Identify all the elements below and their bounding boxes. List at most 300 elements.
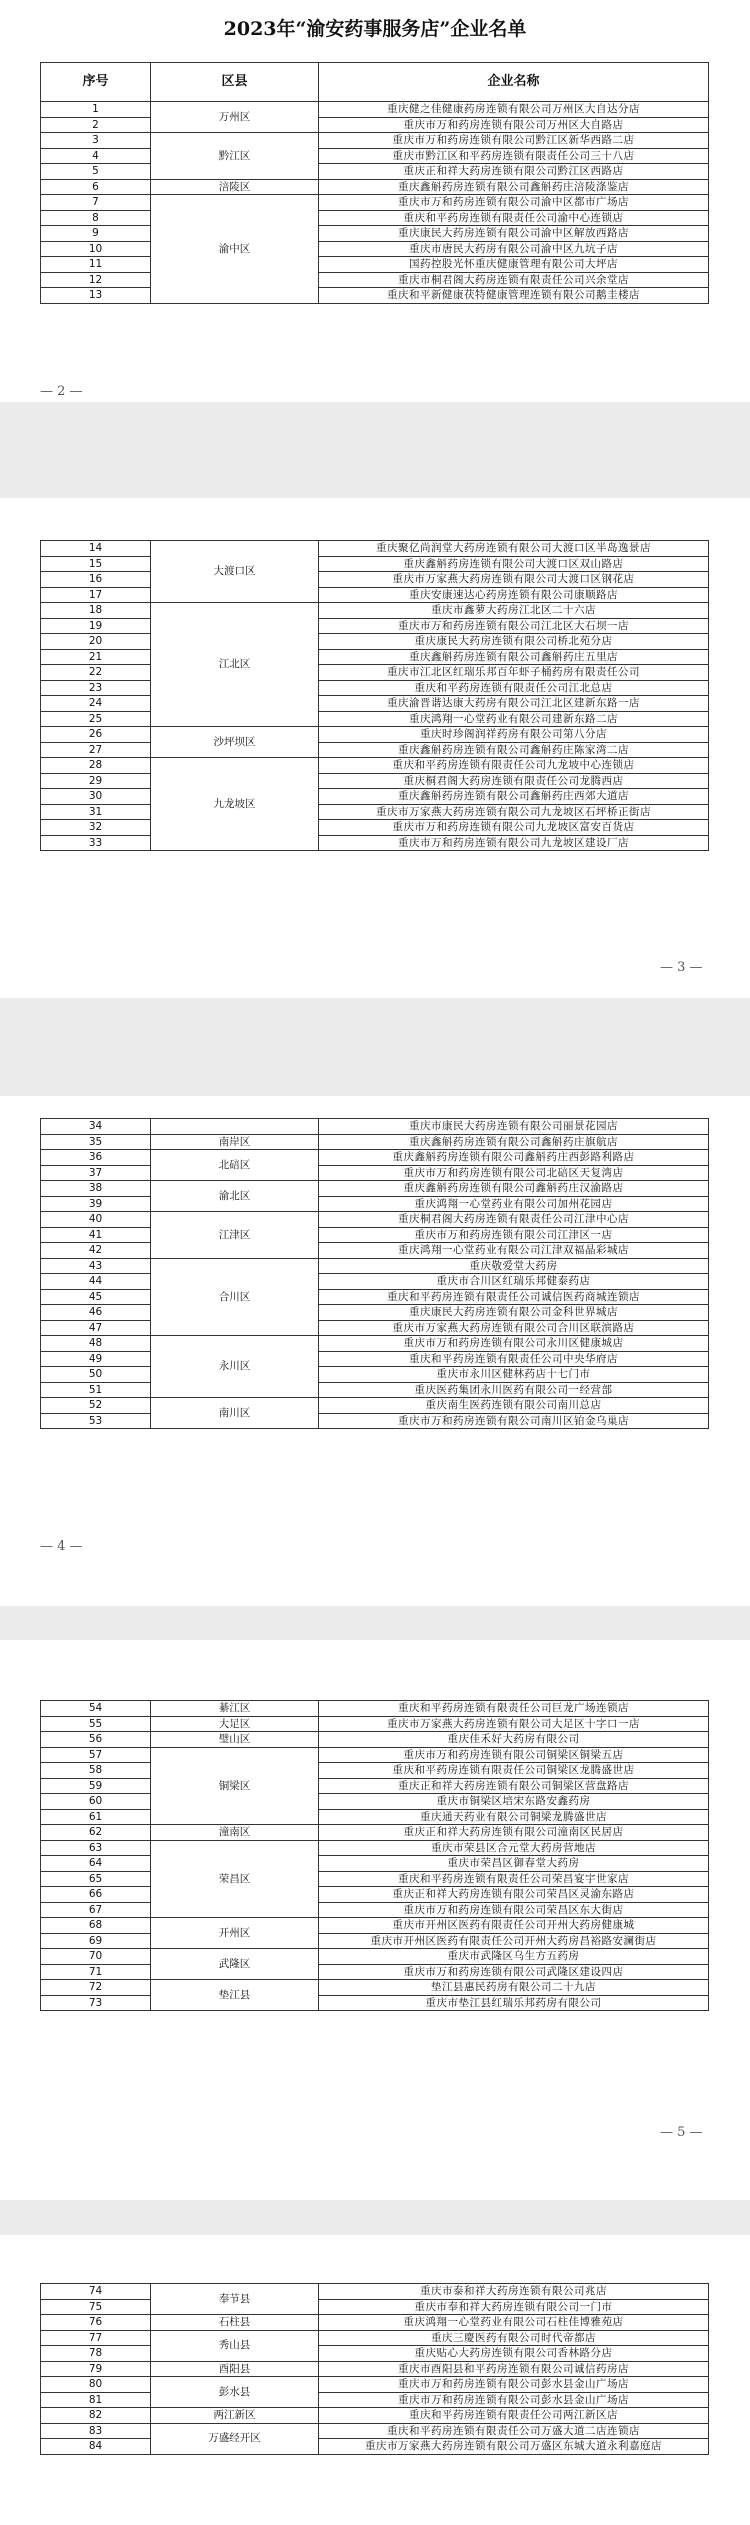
table-row <box>41 649 709 665</box>
row-number: 13 <box>41 288 151 304</box>
enterprise-name: 重庆市开州区医药有限责任公司开州大药房健康城 <box>319 1918 709 1934</box>
enterprise-name: 重庆市荣昌区御春堂大药房 <box>319 1856 709 1872</box>
district-cell: 渝中区 <box>151 195 319 304</box>
row-number: 82 <box>41 2408 151 2424</box>
table-row <box>41 2315 709 2331</box>
district-cell: 彭水县 <box>151 2377 319 2408</box>
table-row <box>41 164 709 180</box>
table-row <box>41 1150 709 1166</box>
district-cell: 綦江区 <box>151 1701 319 1717</box>
row-number: 52 <box>41 1398 151 1414</box>
row-number: 9 <box>41 226 151 242</box>
row-number: 6 <box>41 179 151 195</box>
enterprise-name: 重庆市武隆区乌生方五药房 <box>319 1949 709 1965</box>
header-name: 企业名称 <box>319 63 709 102</box>
row-number: 19 <box>41 618 151 634</box>
table-row <box>41 2423 709 2439</box>
enterprise-table-page-2 <box>40 540 709 851</box>
row-number: 61 <box>41 1809 151 1825</box>
enterprise-name: 重庆鸿翔一心堂药业有限公司加州花园店 <box>319 1196 709 1212</box>
table-row <box>41 1382 709 1398</box>
district-cell: 黔江区 <box>151 133 319 180</box>
row-number: 73 <box>41 1995 151 2011</box>
table-row <box>41 1196 709 1212</box>
enterprise-name: 重庆鑫斛药房连锁有限公司鑫斛药庄西彭路利路店 <box>319 1150 709 1166</box>
table-row <box>41 257 709 273</box>
table-row <box>41 1258 709 1274</box>
table-row <box>41 1840 709 1856</box>
enterprise-name: 重庆和平药房连锁有限责任公司中央华府店 <box>319 1351 709 1367</box>
table-row <box>41 179 709 195</box>
table-header-row <box>41 63 709 102</box>
table-row <box>41 2361 709 2377</box>
enterprise-name: 重庆市万和药房连锁有限公司北碚区天复湾店 <box>319 1165 709 1181</box>
row-number: 7 <box>41 195 151 211</box>
table-row <box>41 2377 709 2393</box>
table-row <box>41 618 709 634</box>
table-row <box>41 1933 709 1949</box>
enterprise-name: 重庆市开州区医药有限责任公司开州大药房昌裕路安澜街店 <box>319 1933 709 1949</box>
enterprise-name: 重庆三慶医药有限公司时代帝都店 <box>319 2330 709 2346</box>
table-row <box>41 680 709 696</box>
table-row <box>41 541 709 557</box>
enterprise-name: 重庆渝晋谐达康大药房有限公司江北区建新东路一店 <box>319 696 709 712</box>
enterprise-name: 重庆聚亿尚润堂大药房连锁有限公司大渡口区半岛逸景店 <box>319 541 709 557</box>
table-row <box>41 195 709 211</box>
table-row <box>41 1887 709 1903</box>
table-row <box>41 1701 709 1717</box>
table-row <box>41 665 709 681</box>
enterprise-name: 国药控股光怀重庆健康管理有限公司大坪店 <box>319 257 709 273</box>
district-cell: 九龙坡区 <box>151 758 319 851</box>
enterprise-name: 重庆和平药房连锁有限责任公司万盛大道二店连锁店 <box>319 2423 709 2439</box>
row-number: 18 <box>41 603 151 619</box>
row-number: 28 <box>41 758 151 774</box>
row-number: 59 <box>41 1778 151 1794</box>
row-number: 46 <box>41 1305 151 1321</box>
enterprise-name: 重庆市万家燕大药房连锁有限公司九龙坡区石坪桥正街店 <box>319 804 709 820</box>
row-number: 60 <box>41 1794 151 1810</box>
row-number: 23 <box>41 680 151 696</box>
row-number: 43 <box>41 1258 151 1274</box>
district-cell: 渝北区 <box>151 1181 319 1212</box>
row-number: 74 <box>41 2284 151 2300</box>
enterprise-name: 重庆市铜梁区培宋东路安鑫药房 <box>319 1794 709 1810</box>
enterprise-name: 重庆康民大药房连锁有限公司渝中区解放西路店 <box>319 226 709 242</box>
enterprise-name: 重庆市万家燕大药房连锁有限公司合川区联滨路店 <box>319 1320 709 1336</box>
enterprise-name: 重庆市康民大药房连锁有限公司丽景花园店 <box>319 1119 709 1135</box>
enterprise-name: 重庆市黔江区和平药房连锁有限责任公司三十八店 <box>319 148 709 164</box>
district-cell: 沙坪坝区 <box>151 727 319 758</box>
enterprise-name: 重庆和平药房连锁有限责任公司诚信医药商城连锁店 <box>319 1289 709 1305</box>
enterprise-name: 重庆市泰和祥大药房连锁有限公司兆店 <box>319 2284 709 2300</box>
district-cell: 涪陵区 <box>151 179 319 195</box>
table-row <box>41 634 709 650</box>
table-row <box>41 210 709 226</box>
enterprise-name: 重庆和平药房连锁有限责任公司渝中心连锁店 <box>319 210 709 226</box>
row-number: 3 <box>41 133 151 149</box>
district-cell: 武隆区 <box>151 1949 319 1980</box>
enterprise-name: 重庆佳禾好大药房有限公司 <box>319 1732 709 1748</box>
row-number: 49 <box>41 1351 151 1367</box>
row-number: 11 <box>41 257 151 273</box>
table-row <box>41 1134 709 1150</box>
enterprise-name: 重庆市万和药房连锁有限公司江津区一店 <box>319 1227 709 1243</box>
enterprise-name: 重庆市万和药房连锁有限公司万州区大自路店 <box>319 117 709 133</box>
enterprise-name: 重庆和平药房连锁有限责任公司两江新区店 <box>319 2408 709 2424</box>
enterprise-name: 重庆医药集团永川医药有限公司一经营部 <box>319 1382 709 1398</box>
table-row <box>41 148 709 164</box>
page-number: — 4 — <box>40 1539 83 1554</box>
row-number: 65 <box>41 1871 151 1887</box>
district-cell: 潼南区 <box>151 1825 319 1841</box>
table-row <box>41 1949 709 1965</box>
district-cell: 铜梁区 <box>151 1747 319 1825</box>
table-row <box>41 1274 709 1290</box>
enterprise-name: 重庆鑫斛药房连锁有限公司鑫斛药庄涪陵涤鉴店 <box>319 179 709 195</box>
table-row <box>41 1856 709 1872</box>
enterprise-name: 重庆市万家燕大药房连锁有限公司大渡口区钢花店 <box>319 572 709 588</box>
table-row <box>41 1367 709 1383</box>
row-number: 44 <box>41 1274 151 1290</box>
district-cell: 永川区 <box>151 1336 319 1398</box>
enterprise-name: 重庆康民大药房连锁有限公司桥北苑分店 <box>319 634 709 650</box>
row-number: 53 <box>41 1413 151 1429</box>
table-row <box>41 587 709 603</box>
district-cell: 璧山区 <box>151 1732 319 1748</box>
enterprise-name: 重庆市万和药房连锁有限公司江北区大石坝一店 <box>319 618 709 634</box>
row-number: 15 <box>41 556 151 572</box>
table-row <box>41 1809 709 1825</box>
enterprise-name: 重庆和平药房连锁有限责任公司铜梁区龙腾盛世店 <box>319 1763 709 1779</box>
enterprise-name: 重庆市万和药房连锁有限公司渝中区都市广场店 <box>319 195 709 211</box>
district-cell: 奉节县 <box>151 2284 319 2315</box>
enterprise-name: 重庆市万家燕大药房连锁有限公司大足区十字口一店 <box>319 1716 709 1732</box>
row-number: 47 <box>41 1320 151 1336</box>
row-number: 22 <box>41 665 151 681</box>
row-number: 76 <box>41 2315 151 2331</box>
enterprise-name: 重庆通天药业有限公司铜梁龙腾盛世店 <box>319 1809 709 1825</box>
row-number: 78 <box>41 2346 151 2362</box>
enterprise-name: 重庆鑫斛药房连锁有限公司鑫斛药庄汉渝路店 <box>319 1181 709 1197</box>
district-cell: 江津区 <box>151 1212 319 1259</box>
table-row <box>41 1871 709 1887</box>
table-row <box>41 1320 709 1336</box>
row-number: 77 <box>41 2330 151 2346</box>
row-number: 5 <box>41 164 151 180</box>
row-number: 39 <box>41 1196 151 1212</box>
enterprise-name: 重庆市万和药房连锁有限公司永川区健康城店 <box>319 1336 709 1352</box>
table-row <box>41 603 709 619</box>
page-number: — 3 — <box>660 960 703 975</box>
table-row <box>41 1227 709 1243</box>
enterprise-name: 重庆南生医药连锁有限公司南川总店 <box>319 1398 709 1414</box>
enterprise-name: 重庆和平药房连锁有限责任公司九龙坡中心连锁店 <box>319 758 709 774</box>
district-cell: 开州区 <box>151 1918 319 1949</box>
table-row <box>41 1964 709 1980</box>
table-row <box>41 1243 709 1259</box>
table-row <box>41 1165 709 1181</box>
enterprise-name: 重庆市万和药房连锁有限公司铜梁区铜梁五店 <box>319 1747 709 1763</box>
enterprise-name: 重庆市荣县区合元堂大药房营地店 <box>319 1840 709 1856</box>
enterprise-name: 重庆鑫斛药房连锁有限公司鑫斛药庄陈家湾二店 <box>319 742 709 758</box>
row-number: 1 <box>41 102 151 118</box>
enterprise-name: 重庆鸿翔一心堂药业有限公司石柱佳博雅苑店 <box>319 2315 709 2331</box>
row-number: 51 <box>41 1382 151 1398</box>
enterprise-name: 重庆市万和药房连锁有限公司黔江区新华西路二店 <box>319 133 709 149</box>
row-number: 71 <box>41 1964 151 1980</box>
row-number: 21 <box>41 649 151 665</box>
row-number: 75 <box>41 2299 151 2315</box>
enterprise-table-page-4 <box>40 1700 709 2011</box>
table-row <box>41 711 709 727</box>
district-cell: 石柱县 <box>151 2315 319 2331</box>
row-number: 69 <box>41 1933 151 1949</box>
row-number: 45 <box>41 1289 151 1305</box>
row-number: 56 <box>41 1732 151 1748</box>
table-row <box>41 102 709 118</box>
enterprise-name: 重庆时珍阁润祥药房有限公司第八分店 <box>319 727 709 743</box>
document-page-3 <box>0 1096 750 1606</box>
row-number: 35 <box>41 1134 151 1150</box>
row-number: 26 <box>41 727 151 743</box>
row-number: 84 <box>41 2439 151 2455</box>
row-number: 55 <box>41 1716 151 1732</box>
row-number: 48 <box>41 1336 151 1352</box>
enterprise-name: 重庆市垫江县红瑞乐邦药房有限公司 <box>319 1995 709 2011</box>
table-row <box>41 1902 709 1918</box>
row-number: 79 <box>41 2361 151 2377</box>
district-cell: 合川区 <box>151 1258 319 1336</box>
enterprise-name: 重庆正和祥大药房连锁有限公司潼南区民居店 <box>319 1825 709 1841</box>
table-row <box>41 1413 709 1429</box>
table-row <box>41 2330 709 2346</box>
row-number: 12 <box>41 272 151 288</box>
enterprise-name: 重庆和平药房连锁有限责任公司江北总店 <box>319 680 709 696</box>
enterprise-name: 重庆市万和药房连锁有限公司彭水县金山广场店 <box>319 2392 709 2408</box>
row-number: 33 <box>41 835 151 851</box>
enterprise-name: 重庆敬爱堂大药房 <box>319 1258 709 1274</box>
row-number: 30 <box>41 789 151 805</box>
district-cell: 酉阳县 <box>151 2361 319 2377</box>
enterprise-name: 重庆鑫斛药房连锁有限公司大渡口区双山路店 <box>319 556 709 572</box>
table-row <box>41 1825 709 1841</box>
table-row <box>41 2392 709 2408</box>
district-cell: 万州区 <box>151 102 319 133</box>
enterprise-name: 重庆鑫斛药房连锁有限公司鑫斛药庄旗航店 <box>319 1134 709 1150</box>
enterprise-name: 重庆安康速达心药房连锁有限公司康顺路店 <box>319 587 709 603</box>
row-number: 64 <box>41 1856 151 1872</box>
row-number: 42 <box>41 1243 151 1259</box>
district-cell: 万盛经开区 <box>151 2423 319 2454</box>
row-number: 4 <box>41 148 151 164</box>
table-row <box>41 117 709 133</box>
enterprise-table-page-3 <box>40 1118 709 1429</box>
row-number: 72 <box>41 1980 151 1996</box>
district-cell: 南川区 <box>151 1398 319 1429</box>
table-row <box>41 1119 709 1135</box>
enterprise-name: 重庆健之佳健康药房连锁有限公司万州区大自达分店 <box>319 102 709 118</box>
table-row <box>41 1918 709 1934</box>
table-row <box>41 2346 709 2362</box>
table-row <box>41 789 709 805</box>
table-row <box>41 2408 709 2424</box>
row-number: 62 <box>41 1825 151 1841</box>
row-number: 63 <box>41 1840 151 1856</box>
document-page-1 <box>0 0 750 402</box>
district-cell: 大渡口区 <box>151 541 319 603</box>
table-row <box>41 1289 709 1305</box>
enterprise-table-page-1 <box>40 62 709 304</box>
table-row <box>41 835 709 851</box>
table-row <box>41 272 709 288</box>
table-row <box>41 1980 709 1996</box>
row-number: 81 <box>41 2392 151 2408</box>
document-page-4 <box>0 1640 750 2200</box>
table-row <box>41 1351 709 1367</box>
row-number: 24 <box>41 696 151 712</box>
row-number: 58 <box>41 1763 151 1779</box>
table-row <box>41 1212 709 1228</box>
enterprise-name: 重庆康民大药房连锁有限公司金科世界城店 <box>319 1305 709 1321</box>
row-number: 54 <box>41 1701 151 1717</box>
district-cell: 江北区 <box>151 603 319 727</box>
document-title: 2023年“渝安药事服务店”企业名单 <box>223 18 527 40</box>
enterprise-name: 重庆鑫斛药房连锁有限公司鑫斛药庄五里店 <box>319 649 709 665</box>
enterprise-name: 重庆桐君阁大药房连锁有限责任公司龙腾西店 <box>319 773 709 789</box>
page-number: — 2 — <box>40 384 83 399</box>
row-number: 10 <box>41 241 151 257</box>
table-row <box>41 1305 709 1321</box>
table-row <box>41 241 709 257</box>
table-row <box>41 727 709 743</box>
row-number: 38 <box>41 1181 151 1197</box>
document-page-5 <box>0 2235 750 2525</box>
row-number: 2 <box>41 117 151 133</box>
row-number: 41 <box>41 1227 151 1243</box>
table-row <box>41 1794 709 1810</box>
table-row <box>41 572 709 588</box>
enterprise-name: 重庆市鑫萝大药房江北区二十六店 <box>319 603 709 619</box>
row-number: 20 <box>41 634 151 650</box>
table-row <box>41 1336 709 1352</box>
table-row <box>41 2284 709 2300</box>
enterprise-name: 重庆市万和药房连锁有限公司武隆区建设四店 <box>319 1964 709 1980</box>
enterprise-name: 重庆市奉和祥大药房连锁有限公司一门市 <box>319 2299 709 2315</box>
enterprise-name: 重庆桐君阁大药房连锁有限责任公司江津中心店 <box>319 1212 709 1228</box>
row-number: 83 <box>41 2423 151 2439</box>
enterprise-name: 重庆鑫斛药房连锁有限公司鑫斛药庄西郊大道店 <box>319 789 709 805</box>
row-number: 37 <box>41 1165 151 1181</box>
row-number: 68 <box>41 1918 151 1934</box>
header-no: 序号 <box>41 63 151 102</box>
table-row <box>41 773 709 789</box>
enterprise-name: 重庆正和祥大药房连锁有限公司荣昌区灵渝东路店 <box>319 1887 709 1903</box>
document-page-2 <box>0 498 750 998</box>
enterprise-name: 重庆市桐君阁大药房连锁有限责任公司兴余堂店 <box>319 272 709 288</box>
enterprise-name: 重庆和平药房连锁有限责任公司荣昌宴宇世家店 <box>319 1871 709 1887</box>
enterprise-name: 重庆和平药房连锁有限责任公司巨龙广场连锁店 <box>319 1701 709 1717</box>
enterprise-name: 重庆市万和药房连锁有限公司荣昌区东大街店 <box>319 1902 709 1918</box>
enterprise-name: 重庆市万和药房连锁有限公司彭水县金山广场店 <box>319 2377 709 2393</box>
row-number: 70 <box>41 1949 151 1965</box>
district-cell: 南岸区 <box>151 1134 319 1150</box>
enterprise-table-page-5 <box>40 2283 709 2455</box>
row-number: 34 <box>41 1119 151 1135</box>
district-cell: 垫江县 <box>151 1980 319 2011</box>
enterprise-name: 垫江县惠民药房有限公司二十九店 <box>319 1980 709 1996</box>
enterprise-name: 重庆市万和药房连锁有限公司南川区铂金乌巢店 <box>319 1413 709 1429</box>
table-row <box>41 1181 709 1197</box>
page-number: — 5 — <box>660 2125 703 2140</box>
table-row <box>41 1763 709 1779</box>
row-number: 17 <box>41 587 151 603</box>
row-number: 14 <box>41 541 151 557</box>
row-number: 50 <box>41 1367 151 1383</box>
enterprise-name: 重庆鸿翔一心堂药业有限公司江津双福晶彩城店 <box>319 1243 709 1259</box>
table-row <box>41 696 709 712</box>
row-number: 66 <box>41 1887 151 1903</box>
table-row <box>41 2439 709 2455</box>
table-row <box>41 1398 709 1414</box>
district-cell: 秀山县 <box>151 2330 319 2361</box>
enterprise-name: 重庆市万和药房连锁有限公司九龙坡区富安百货店 <box>319 820 709 836</box>
table-row <box>41 288 709 304</box>
district-cell: 两江新区 <box>151 2408 319 2424</box>
table-row <box>41 1778 709 1794</box>
district-cell: 荣昌区 <box>151 1840 319 1918</box>
table-row <box>41 820 709 836</box>
row-number: 67 <box>41 1902 151 1918</box>
table-row <box>41 804 709 820</box>
table-row <box>41 2299 709 2315</box>
enterprise-name: 重庆正和祥大药房连锁有限公司铜梁区营盘路店 <box>319 1778 709 1794</box>
table-row <box>41 1995 709 2011</box>
row-number: 36 <box>41 1150 151 1166</box>
enterprise-name: 重庆市唐民大药房有限公司渝中区九坑子店 <box>319 241 709 257</box>
district-cell <box>151 1119 319 1135</box>
enterprise-name: 重庆和平新健康茯特健康管理连锁有限公司鹅圭楼店 <box>319 288 709 304</box>
row-number: 25 <box>41 711 151 727</box>
row-number: 31 <box>41 804 151 820</box>
row-number: 8 <box>41 210 151 226</box>
district-cell: 大足区 <box>151 1716 319 1732</box>
enterprise-name: 重庆市万和药房连锁有限公司九龙坡区建设厂店 <box>319 835 709 851</box>
enterprise-name: 重庆市合川区红瑞乐邦健泰药店 <box>319 1274 709 1290</box>
enterprise-name: 重庆市江北区红瑞乐邦百年虾子桶药房有限责任公司 <box>319 665 709 681</box>
enterprise-name: 重庆鸿翔一心堂药业有限公司建新东路二店 <box>319 711 709 727</box>
row-number: 32 <box>41 820 151 836</box>
row-number: 40 <box>41 1212 151 1228</box>
row-number: 29 <box>41 773 151 789</box>
enterprise-name: 重庆市永川区健林药店十七门市 <box>319 1367 709 1383</box>
enterprise-name: 重庆正和祥大药房连锁有限公司黔江区西路店 <box>319 164 709 180</box>
enterprise-name: 重庆贴心大药房连锁有限公司香林路分店 <box>319 2346 709 2362</box>
table-row <box>41 1747 709 1763</box>
header-district: 区县 <box>151 63 319 102</box>
table-row <box>41 226 709 242</box>
enterprise-name: 重庆市酉阳县和平药房连锁有限公司诚信药房店 <box>319 2361 709 2377</box>
table-row <box>41 758 709 774</box>
row-number: 57 <box>41 1747 151 1763</box>
table-row <box>41 133 709 149</box>
table-row <box>41 1732 709 1748</box>
table-row <box>41 742 709 758</box>
row-number: 16 <box>41 572 151 588</box>
table-row <box>41 556 709 572</box>
row-number: 27 <box>41 742 151 758</box>
row-number: 80 <box>41 2377 151 2393</box>
